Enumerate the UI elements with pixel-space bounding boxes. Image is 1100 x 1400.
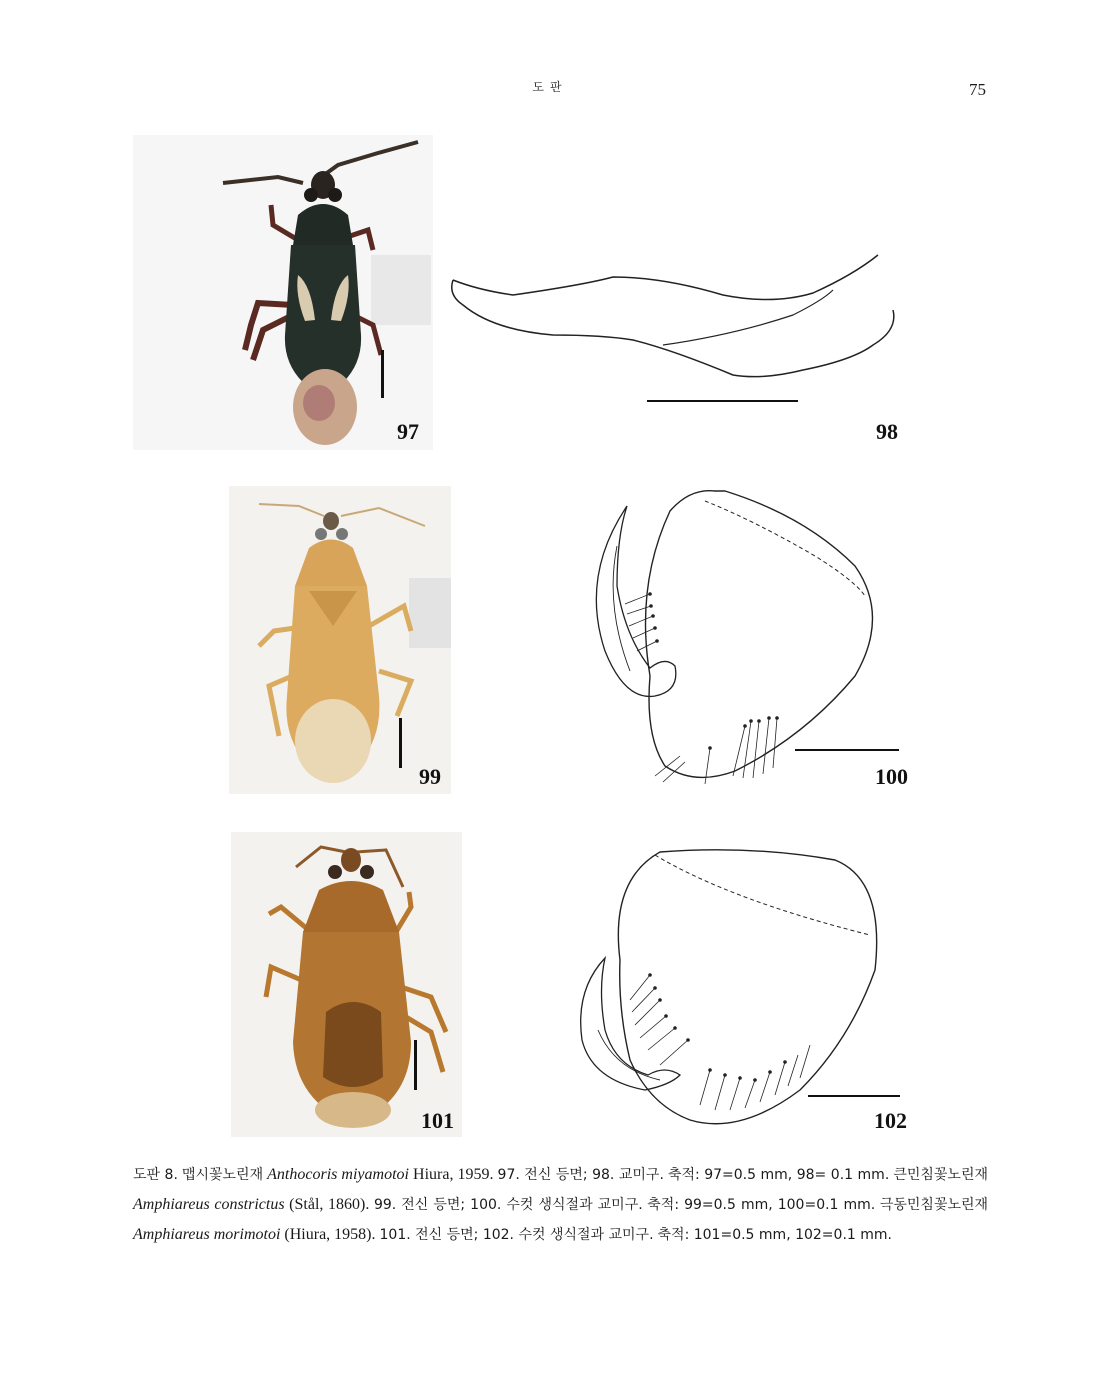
figure-100-drawing (555, 486, 965, 794)
caption-species-1-scale: 축적: 97=0.5 mm, 98= 0.1 mm. (667, 1167, 890, 1183)
figure-99-scale-bar (399, 718, 402, 768)
caption-species-1-author: Hiura, 1959. (413, 1166, 494, 1183)
caption-plate-number: 도판 8. (133, 1167, 178, 1183)
figure-101-panel (231, 832, 462, 1137)
caption-species-3-figures: 101. 전신 등면; 102. 수컷 생식절과 교미구. (379, 1227, 654, 1243)
figure-98-scale-bar (647, 400, 798, 402)
caption-species-1-figures: 97. 전신 등면; 98. 교미구. (497, 1167, 664, 1183)
caption-species-3-scale: 축적: 101=0.5 mm, 102=0.1 mm. (657, 1227, 892, 1243)
caption-species-3-korean: 극동민침꽃노린재 (879, 1197, 989, 1213)
figure-100-label: 100 (875, 764, 908, 789)
figure-102-drawing (560, 840, 960, 1140)
figure-98-label: 98 (876, 419, 898, 444)
plate-caption (133, 1160, 988, 1250)
caption-species-3-name: Amphiareus morimotoi (133, 1226, 281, 1243)
caption-species-3-author: (Hiura, 1958). (284, 1226, 376, 1243)
figure-99-photo (229, 486, 451, 794)
caption-species-1-korean: 맵시꽃노린재 (181, 1167, 264, 1183)
figure-97-photo (133, 135, 433, 450)
page-number: 75 (969, 80, 986, 99)
caption-species-2-figures: 99. 전신 등면; 100. 수컷 생식절과 교미구. (373, 1197, 643, 1213)
figure-102-panel (560, 840, 960, 1140)
figure-102-label: 102 (874, 1108, 907, 1133)
caption-species-2-name: Amphiareus constrictus (133, 1196, 285, 1213)
caption-species-2-korean: 큰민침꽃노린재 (893, 1167, 988, 1183)
figure-100-panel (555, 486, 965, 794)
caption-species-2-author: (Stål, 1860). (289, 1196, 370, 1213)
figure-102-scale-bar (808, 1095, 900, 1097)
figure-101-scale-bar (414, 1040, 417, 1090)
figure-97-label: 97 (397, 419, 419, 444)
figure-98-drawing (433, 135, 983, 450)
figure-101-label: 101 (421, 1108, 454, 1133)
figure-98-panel (433, 135, 983, 450)
figure-97-panel (133, 135, 433, 450)
figure-101-photo (231, 832, 462, 1137)
running-head: 도판 (532, 80, 568, 94)
caption-species-1-name: Anthocoris miyamotoi (267, 1166, 409, 1183)
figure-99-label: 99 (419, 764, 441, 789)
figure-97-scale-bar (381, 350, 384, 398)
caption-species-2-scale: 축적: 99=0.5 mm, 100=0.1 mm. (647, 1197, 876, 1213)
figure-99-panel (229, 486, 451, 794)
figure-100-scale-bar (795, 749, 899, 751)
